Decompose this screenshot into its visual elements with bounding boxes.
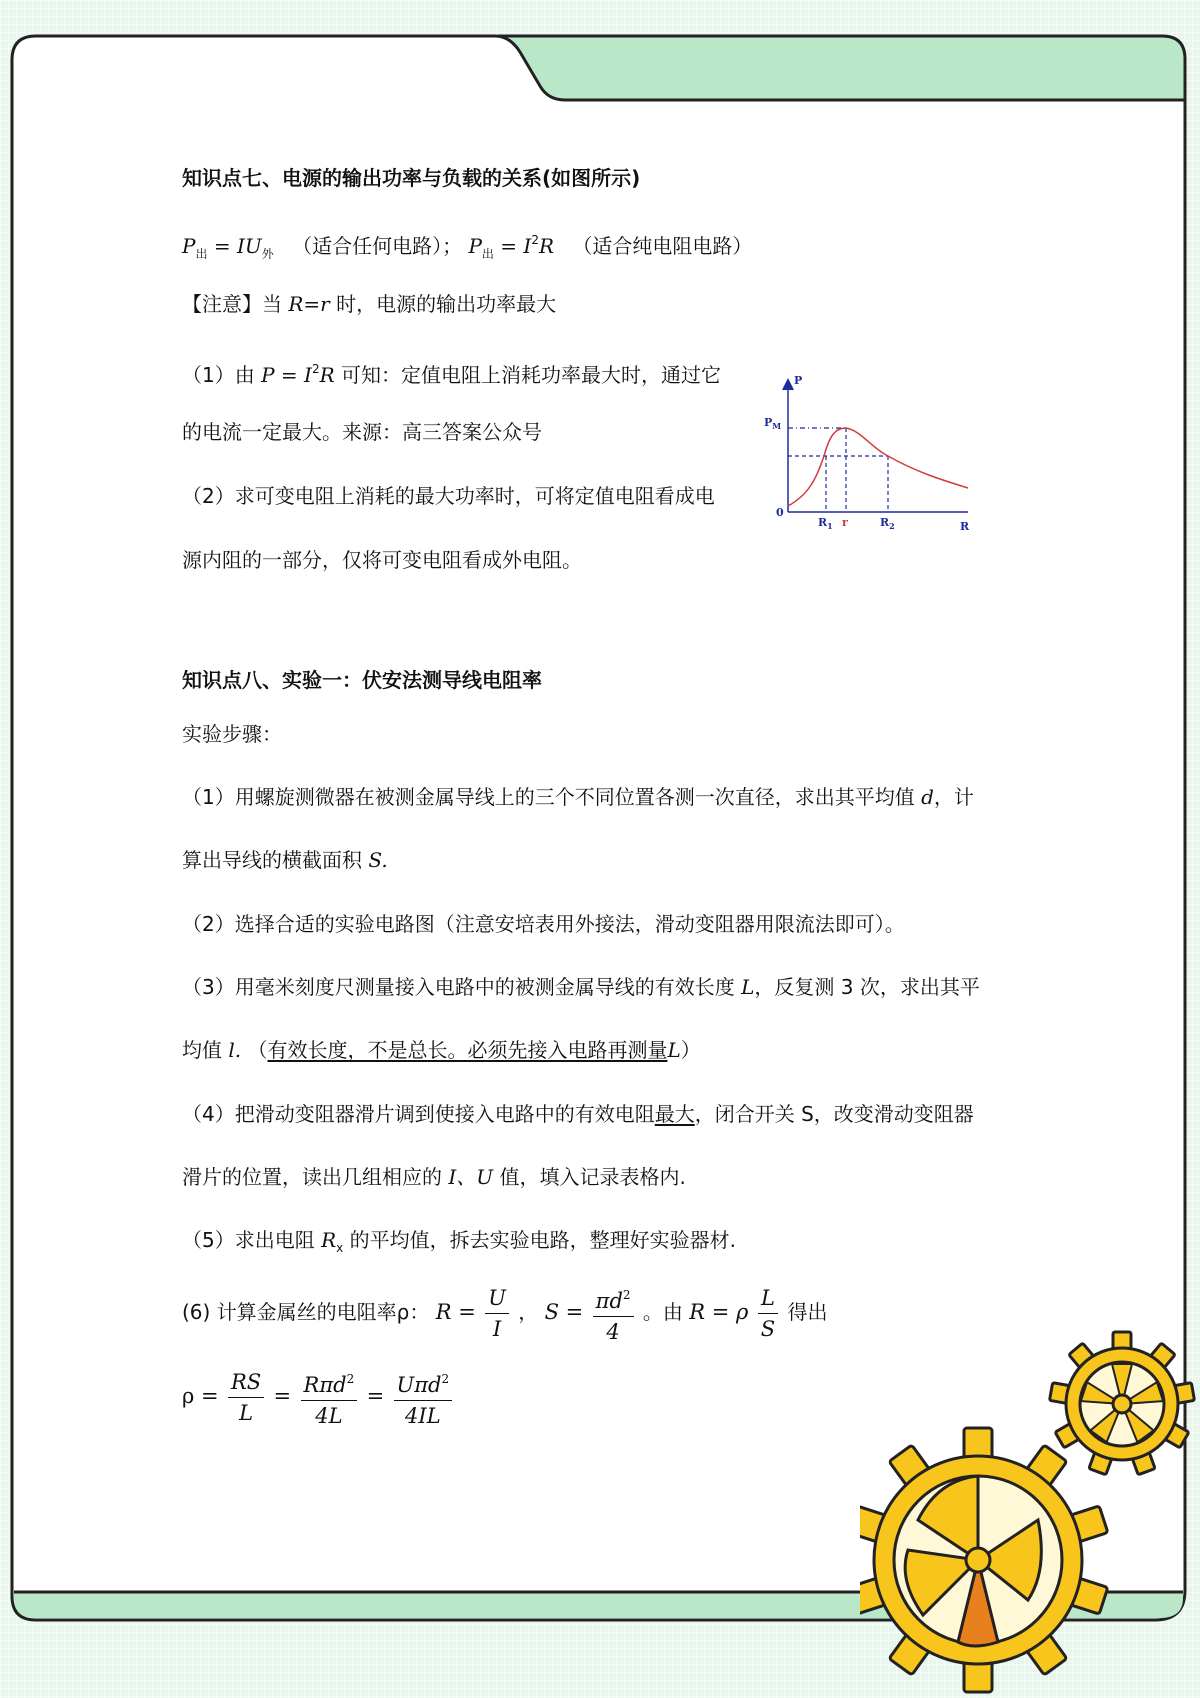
step-4-line-1: （4）把滑动变阻器滑片调到使接入电路中的有效电阻最大，闭合开关 S，改变滑动变阻器 — [182, 1102, 974, 1126]
small-gear-icon — [1050, 1332, 1195, 1475]
step-3-line-1: （3）用毫米刻度尺测量接入电路中的被测金属导线的有效长度 L，反复测 3 次，求出其平 — [182, 975, 980, 999]
r-pi-d2-over-4l: $\frac{R\pi d^2}{4L}$ — [301, 1364, 358, 1431]
iu-expression: = IU — [213, 234, 262, 258]
r2-label: $R_2$ — [880, 516, 895, 531]
step-1-line-2: 算出导线的横截面积 S. — [182, 848, 388, 872]
r-equals-r: R=r — [288, 292, 330, 316]
decorative-gears — [860, 1330, 1200, 1698]
top-right-tab — [500, 36, 1185, 100]
section-7-title: 知识点七、电源的输出功率与负载的关系(如图所示) — [182, 166, 641, 190]
section-8-title: 知识点八、实验一：伏安法测导线电阻率 — [182, 668, 542, 692]
resistivity-formula: ρ = $\frac{RS}{L}$ = $\frac{R\pi d^2}{4L}$ = $\frac{U\pi d^2}{4IL}$ — [182, 1364, 455, 1431]
note-pure-resistor: （适合纯电阻电路） — [572, 234, 753, 258]
subscript-wai: 外 — [261, 247, 274, 261]
u-over-i: $\frac{U}{I}$ — [485, 1283, 509, 1344]
output-power-formulas — [182, 226, 752, 268]
u-pi-d2-over-4il: $\frac{U\pi d^2}{4IL}$ — [394, 1364, 453, 1431]
l-over-s: $\frac{L}{S}$ — [758, 1283, 778, 1344]
p-symbol-2: P — [468, 234, 482, 258]
note-any-circuit: （适合任何电路）； — [292, 234, 463, 258]
steps-label: 实验步骤： — [182, 722, 282, 746]
r1-label: $R_1$ — [818, 516, 833, 531]
step-2: （2）选择合适的实验电路图（注意安培表用外接法，滑动变阻器用限流法即可）。 — [182, 912, 905, 936]
large-gear-icon — [860, 1428, 1108, 1692]
i2r-expression: = I — [500, 234, 532, 258]
pm-label: $P_M$ — [764, 416, 782, 431]
step-4-line-2: 滑片的位置，读出几组相应的 I、U 值，填入记录表格内. — [182, 1165, 686, 1189]
step-3-line-2: 均值 l. （有效长度，不是总长。必须先接入电路再测量L） — [182, 1038, 701, 1062]
item-2-line-2: 源内阻的一部分，仅将可变电阻看成外电阻。 — [182, 548, 582, 572]
subscript-out-2: 出 — [481, 247, 494, 261]
r-label: r — [842, 516, 848, 529]
power-vs-resistance-diagram — [758, 370, 988, 540]
subscript-out: 出 — [195, 247, 208, 261]
rs-over-l: $\frac{RS}{L}$ — [228, 1367, 264, 1428]
underlined-max: 最大 — [654, 1102, 695, 1126]
underlined-note: 有效长度，不是总长。必须先接入电路再测量 — [267, 1038, 668, 1062]
x-axis-label: R — [960, 520, 970, 533]
power-curve — [788, 428, 968, 506]
p-symbol: P — [182, 234, 196, 258]
item-2-line-1: （2）求可变电阻上消耗的最大功率时，可将定值电阻看成电 — [182, 484, 715, 508]
item-1-line-2: 的电流一定最大。来源：高三答案公众号 — [182, 420, 542, 444]
origin-label: 0 — [776, 506, 784, 519]
pi-d2-over-4: $\frac{\pi d^2}{4}$ — [593, 1280, 634, 1347]
step-5: （5）求出电阻 $R_x$ 的平均值，拆去实验电路，整理好实验器材. — [182, 1228, 736, 1255]
step-6: (6) 计算金属丝的电阻率ρ： R = $\frac{U}{I}$ ， S = $\frac{\pi d^2}{4}$ 。由 R = ρ $\frac{L}{S}$ 得出 — [182, 1280, 827, 1347]
item-1-line-1: （1）由 $P = I^2R$ 可知：定值电阻上消耗功率最大时，通过它 — [182, 362, 721, 387]
attention-line: 【注意】当 R=r 时，电源的输出功率最大 — [182, 292, 557, 316]
r-symbol: R — [538, 234, 555, 258]
superscript-2: 2 — [531, 233, 539, 247]
y-axis-label: P — [794, 374, 803, 387]
step-1-line-1: （1）用螺旋测微器在被测金属导线上的三个不同位置各测一次直径，求出其平均值 d，计 — [182, 785, 974, 809]
